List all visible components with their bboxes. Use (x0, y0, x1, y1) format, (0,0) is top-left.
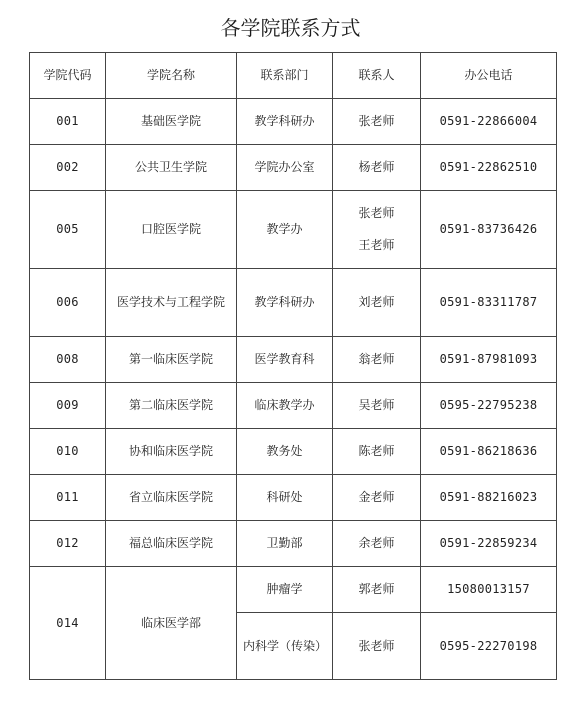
contact-person-cell: 杨老师 (333, 145, 421, 191)
contact-person-cell: 吴老师 (333, 383, 421, 429)
header-college-code: 学院代码 (30, 53, 106, 99)
contact-dept-cell: 科研处 (237, 475, 333, 521)
college-code-cell: 005 (30, 191, 106, 269)
contact-person-cell: 郭老师 (333, 567, 421, 613)
contact-person-name: 张老师 (358, 206, 395, 220)
header-college-name: 学院名称 (106, 53, 237, 99)
contact-person-name: 王老师 (358, 238, 395, 252)
college-name-cell: 省立临床医学院 (106, 475, 237, 521)
college-code-cell: 008 (30, 337, 106, 383)
college-code-cell: 011 (30, 475, 106, 521)
college-code-cell: 012 (30, 521, 106, 567)
contact-dept-cell: 医学教育科 (237, 337, 333, 383)
college-name-cell: 第一临床医学院 (106, 337, 237, 383)
contact-dept-cell: 教务处 (237, 429, 333, 475)
contact-dept-cell: 学院办公室 (237, 145, 333, 191)
office-phone-cell: 0595-22270198 (421, 613, 557, 680)
contact-person-cell: 张老师 (333, 99, 421, 145)
table-row (30, 99, 557, 145)
contact-person-cell: 金老师 (333, 475, 421, 521)
contacts-table (29, 52, 557, 680)
contact-dept-cell: 肿瘤学 (237, 567, 333, 613)
college-name-cell: 医学技术与工程学院 (106, 269, 237, 337)
college-code-cell: 010 (30, 429, 106, 475)
office-phone-cell: 0591-83736426 (421, 191, 557, 269)
college-name-cell: 基础医学院 (106, 99, 237, 145)
college-code-cell: 006 (30, 269, 106, 337)
contact-person-cell: 翁老师 (333, 337, 421, 383)
office-phone-cell: 0591-22859234 (421, 521, 557, 567)
contact-dept-cell: 教学科研办 (237, 99, 333, 145)
college-name-cell: 第二临床医学院 (106, 383, 237, 429)
college-code-cell: 009 (30, 383, 106, 429)
office-phone-cell: 0595-22795238 (421, 383, 557, 429)
college-name-cell: 临床医学部 (106, 567, 237, 680)
table-row (30, 521, 557, 567)
header-contact-person: 联系人 (333, 53, 421, 99)
table-row (30, 191, 557, 269)
office-phone-cell: 0591-86218636 (421, 429, 557, 475)
contact-dept-cell: 教学办 (237, 191, 333, 269)
header-office-phone: 办公电话 (421, 53, 557, 99)
contact-dept-cell: 教学科研办 (237, 269, 333, 337)
college-code-cell: 014 (30, 567, 106, 680)
college-name-cell: 协和临床医学院 (106, 429, 237, 475)
contact-dept-cell: 内科学（传染） (237, 613, 333, 680)
header-contact-dept: 联系部门 (237, 53, 333, 99)
contact-person-cell: 余老师 (333, 521, 421, 567)
office-phone-cell: 15080013157 (421, 567, 557, 613)
table-row (30, 383, 557, 429)
contact-person-cell (333, 191, 421, 269)
table-row (30, 567, 557, 613)
contact-person-cell: 陈老师 (333, 429, 421, 475)
office-phone-cell: 0591-22866004 (421, 99, 557, 145)
college-code-cell: 002 (30, 145, 106, 191)
college-name-cell: 公共卫生学院 (106, 145, 237, 191)
college-code-cell: 001 (30, 99, 106, 145)
office-phone-cell: 0591-22862510 (421, 145, 557, 191)
college-name-cell: 口腔医学院 (106, 191, 237, 269)
table-row (30, 269, 557, 337)
college-name-cell: 福总临床医学院 (106, 521, 237, 567)
table-row (30, 429, 557, 475)
office-phone-cell: 0591-83311787 (421, 269, 557, 337)
page-title: 各学院联系方式 (220, 16, 361, 40)
table-row (30, 337, 557, 383)
office-phone-cell: 0591-87981093 (421, 337, 557, 383)
table-row (30, 145, 557, 191)
table-row (30, 475, 557, 521)
contact-person-cell: 张老师 (333, 613, 421, 680)
contact-person-cell: 刘老师 (333, 269, 421, 337)
office-phone-cell: 0591-88216023 (421, 475, 557, 521)
table-header-row (30, 53, 557, 99)
contact-dept-cell: 卫勤部 (237, 521, 333, 567)
contact-dept-cell: 临床教学办 (237, 383, 333, 429)
